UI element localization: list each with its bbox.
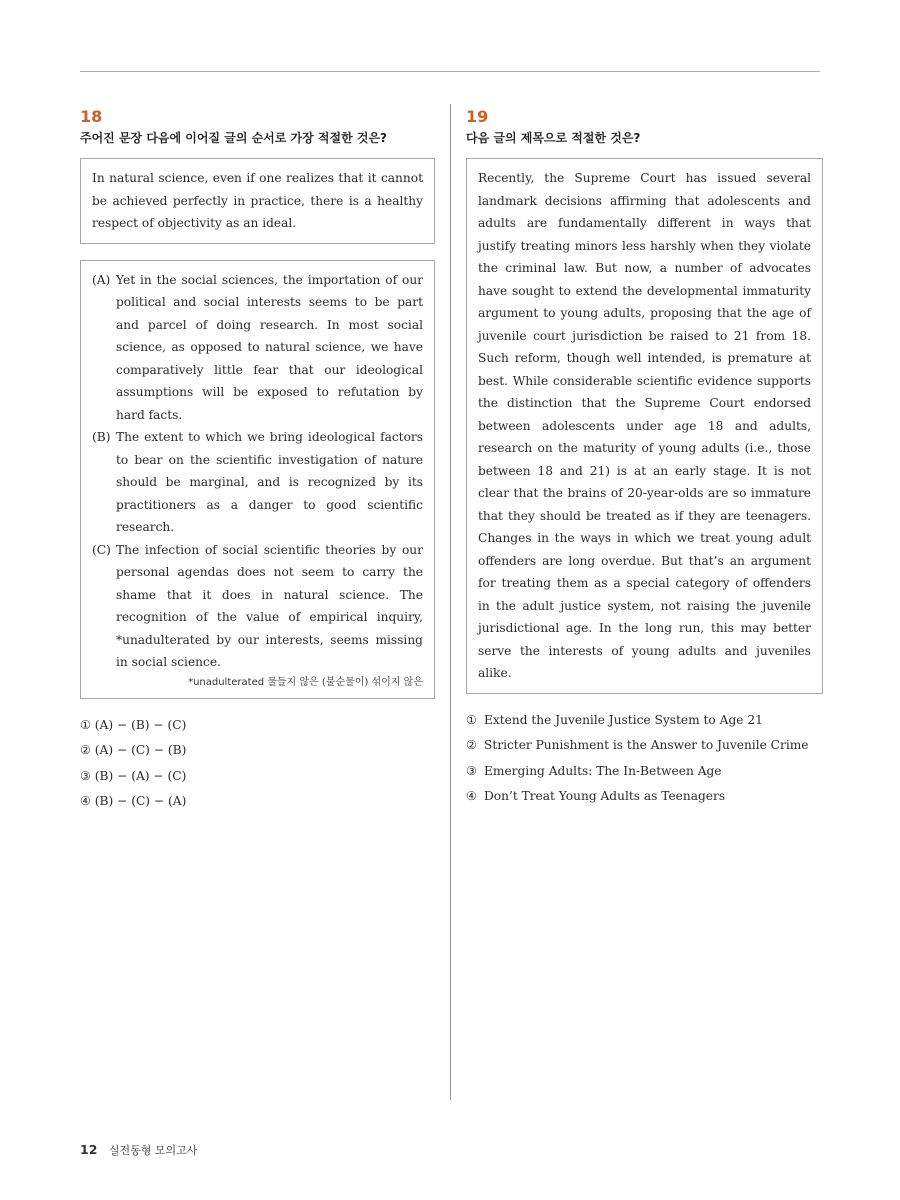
section-c (92, 539, 423, 674)
column-divider (450, 104, 451, 1100)
choice-4[interactable]: ④ (B) − (C) − (A) (80, 794, 187, 808)
question-19 (466, 108, 821, 810)
section-text: Yet in the social sciences, the importation of our political and social interests seems to be part and parcel of doing research. In most social science, as opposed to natural science, we have comparatively little fear that our ideological assumptions will be exposed to refutation by hard facts. (116, 272, 423, 422)
answer-choices (80, 713, 435, 815)
footnote: *unadulterated 물들지 않은 (불순물이) 섞이지 않은 (188, 676, 423, 688)
question-prompt: 다음 글의 제목으로 적절한 것은? (466, 131, 641, 145)
choice-text: Extend the Juvenile Justice System to Age 21 (484, 712, 763, 727)
section-a (92, 269, 423, 427)
question-number: 19 (466, 107, 489, 126)
choice-text: Emerging Adults: The In-Between Age (484, 763, 722, 778)
given-sentence-box (80, 158, 435, 244)
passage-sections-box (80, 260, 435, 699)
section-b (92, 426, 423, 539)
question-prompt: 주어진 문장 다음에 이어질 글의 순서로 가장 적절한 것은? (80, 131, 388, 145)
choice-3[interactable]: ③ (B) − (A) − (C) (80, 768, 187, 783)
choice-text: Stricter Punishment is the Answer to Juvenile Crime (484, 738, 809, 752)
choice-number: ① (466, 712, 477, 727)
passage-box (466, 158, 823, 694)
choice-number: ③ (466, 763, 477, 778)
section-tag: (C) (92, 542, 111, 557)
book-title: 실전동형 모의고사 (108, 1144, 198, 1157)
choice-2[interactable]: ② (A) − (C) − (B) (80, 743, 187, 757)
passage-text: Recently, the Supreme Court has issued several landmark decisions affirming that adolescents and adults are fundamentally different in ways that justify treating minors less harshly when they violate the criminal law. But now, a number of advocates have sought to extend the developmental immaturity argument to young adults, proposing that the age of juvenile court jurisdiction be raised to 21 from 18. Such reform, though well intended, is premature at best. While considerable scientific evidence supports the distinction that the Supreme Court endorsed between adolescents under age 18 and adults, research on the maturity of young adults (i.e., those between 18 and 21) is at an early stage. It is not clear that the brains of 20-year-olds are so immature that they should be treated as if they are teenagers. Changes in the ways in which we treat young adult offenders are long overdue. But that’s an argument for treating them as a special category of offenders in the adult justice system, not raising the juvenile jurisdictional age. In the long run, this may better serve the interests of young adults and juveniles alike. (478, 171, 811, 680)
choice-1[interactable] (466, 708, 821, 734)
question-18 (80, 108, 435, 815)
choice-1[interactable]: ① (A) − (B) − (C) (80, 717, 187, 732)
given-sentence: In natural science, even if one realizes that it cannot be achieved perfectly in practice, there is a healthy respect of objectivity as an ideal. (92, 171, 423, 230)
choice-4[interactable] (466, 784, 821, 810)
question-number: 18 (80, 107, 103, 126)
section-text: The infection of social scientific theories by our personal agendas does not seem to carry the shame that it does in natural science. The recognition of the value of empirical inquiry, *unadulterated by our interests, seems missing in social science. (116, 542, 423, 669)
page-number: 12 (80, 1142, 98, 1157)
section-text: The extent to which we bring ideological factors to bear on the scientific investigation of nature should be marginal, and is recognized by its practitioners as a danger to good scientific research. (116, 430, 423, 534)
section-tag: (B) (92, 430, 111, 444)
choice-3[interactable] (466, 759, 821, 785)
choice-text: Don’t Treat Young Adults as Teenagers (484, 789, 726, 803)
choice-number: ④ (466, 789, 477, 803)
choice-number: ② (466, 738, 477, 752)
choice-2[interactable] (466, 733, 821, 759)
section-tag: (A) (92, 272, 111, 287)
answer-choices (466, 708, 821, 810)
page-footer (80, 1142, 197, 1158)
top-rule (80, 71, 820, 72)
